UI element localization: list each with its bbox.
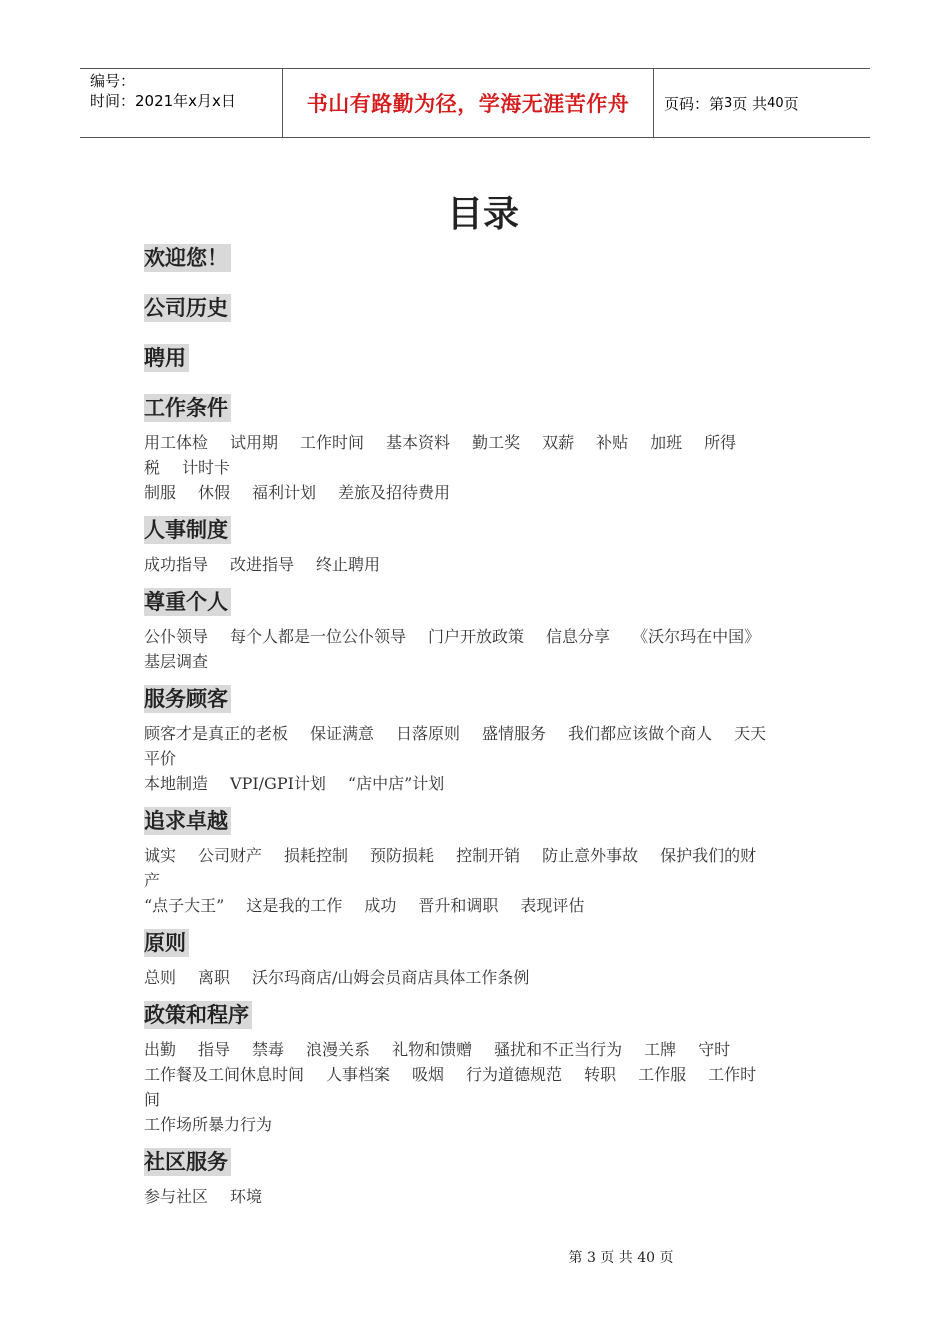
toc-item: 每个人都是一位公仆领导 — [230, 627, 407, 646]
toc-item: 人事档案 — [326, 1065, 391, 1084]
toc-item: 总则 — [144, 968, 177, 987]
toc-item: 差旅及招待费用 — [338, 483, 451, 502]
toc-item: 福利计划 — [252, 483, 317, 502]
toc-item: 顾客才是真正的老板 — [144, 724, 289, 743]
toc-item: 基本资料 — [386, 433, 451, 452]
section-heading: 服务顾客 — [144, 685, 231, 713]
page-title: 目录 — [446, 194, 519, 235]
toc-item: 试用期 — [230, 433, 279, 452]
toc-item: 门户开放政策 — [428, 627, 525, 646]
toc-item: 保护我们的财 — [660, 846, 757, 865]
toc-line — [144, 773, 466, 795]
toc-line — [144, 651, 230, 673]
toc-item: 工作时 — [708, 1065, 757, 1084]
toc-item: 工牌 — [644, 1040, 677, 1059]
toc-line — [144, 748, 198, 770]
toc-item: 所得 — [704, 433, 737, 452]
header-motto: 书山有路勤为径，学海无涯苦作舟 — [282, 69, 654, 137]
toc-item: 浪漫关系 — [306, 1040, 371, 1059]
toc-item: 信息分享 — [546, 627, 611, 646]
toc-line — [144, 1114, 294, 1136]
toc-item: 指导 — [198, 1040, 231, 1059]
toc-item: 天天 — [734, 724, 767, 743]
toc-item: 成功 — [364, 896, 397, 915]
toc-line — [144, 626, 782, 648]
toc-item: 制服 — [144, 483, 177, 502]
toc-item: 转职 — [584, 1065, 617, 1084]
toc-line — [144, 723, 788, 745]
toc-item: 日落原则 — [396, 724, 461, 743]
section-heading: 原则 — [144, 929, 189, 957]
toc-line — [144, 870, 182, 892]
toc-item: 基层调查 — [144, 652, 209, 671]
toc-item: 出勤 — [144, 1040, 177, 1059]
section-heading: 人事制度 — [144, 516, 231, 544]
toc-item: 诚实 — [144, 846, 177, 865]
toc-item: 防止意外事故 — [542, 846, 639, 865]
toc-item: 间 — [144, 1090, 161, 1109]
toc-item: 环境 — [230, 1187, 263, 1206]
toc-item: 平价 — [144, 749, 177, 768]
toc-item: 成功指导 — [144, 555, 209, 574]
toc-item: 参与社区 — [144, 1187, 209, 1206]
toc-item: 离职 — [198, 968, 231, 987]
toc-item: 保证满意 — [310, 724, 375, 743]
toc-item: 盛情服务 — [482, 724, 547, 743]
page-suffix: 页 — [783, 94, 799, 113]
toc-line — [144, 1089, 182, 1111]
section-heading: 工作条件 — [144, 394, 231, 422]
toc-line — [144, 895, 606, 917]
toc-line — [144, 1186, 284, 1208]
toc-item: 补贴 — [596, 433, 629, 452]
toc-line — [144, 967, 551, 989]
toc-item: 行为道德规范 — [466, 1065, 563, 1084]
toc-item: 禁毒 — [252, 1040, 285, 1059]
toc-item: 预防损耗 — [370, 846, 435, 865]
toc-line — [144, 432, 758, 454]
section-heading: 追求卓越 — [144, 807, 231, 835]
toc-item: 休假 — [198, 483, 231, 502]
toc-item: 用工体检 — [144, 433, 209, 452]
toc-item: 工作服 — [638, 1065, 687, 1084]
toc-item: 吸烟 — [412, 1065, 445, 1084]
toc-item: 税 — [144, 458, 161, 477]
toc-item: “点子大王” — [144, 896, 225, 915]
toc-item: 产 — [144, 871, 161, 890]
toc-item: 双薪 — [542, 433, 575, 452]
toc-line — [144, 1064, 778, 1086]
toc-item: 骚扰和不正当行为 — [494, 1040, 623, 1059]
toc-line — [144, 1039, 752, 1061]
toc-line — [144, 482, 472, 504]
header-meta — [80, 69, 282, 137]
toc-item: 工作餐及工间休息时间 — [144, 1065, 305, 1084]
toc-item: 工作时间 — [300, 433, 365, 452]
toc-line — [144, 554, 402, 576]
toc-item: 加班 — [650, 433, 683, 452]
toc-item: 我们都应该做个商人 — [568, 724, 713, 743]
toc-item: 终止聘用 — [316, 555, 381, 574]
page-mid: 页 共 — [732, 94, 768, 113]
toc-item: 改进指导 — [230, 555, 295, 574]
number-label: 编号： — [90, 72, 136, 90]
section-heading: 聘用 — [144, 344, 189, 372]
toc-item: 这是我的工作 — [246, 896, 343, 915]
toc-item: 沃尔玛商店/山姆会员商店具体工作条例 — [252, 968, 530, 987]
page-header — [80, 68, 870, 138]
section-heading: 欢迎您！ — [144, 244, 231, 272]
toc-item: 计时卡 — [182, 458, 231, 477]
page-prefix: 页码：第 — [664, 94, 725, 113]
section-heading: 尊重个人 — [144, 588, 231, 616]
toc-item: 礼物和馈赠 — [392, 1040, 473, 1059]
toc-item: 公仆领导 — [144, 627, 209, 646]
toc-item: 晋升和调职 — [418, 896, 499, 915]
page-number: 3 — [724, 95, 733, 111]
page-footer: 第 3 页 共 40 页 — [568, 1250, 674, 1266]
page-total: 40 — [767, 95, 784, 111]
toc-item: 《沃尔玛在中国》 — [632, 627, 761, 646]
toc-item: VPI/GPI计划 — [230, 774, 326, 793]
toc-item: 损耗控制 — [284, 846, 349, 865]
section-heading: 公司历史 — [144, 294, 231, 322]
toc-item: 公司财产 — [198, 846, 263, 865]
toc-item: “店中店”计划 — [347, 774, 445, 793]
toc-item: 守时 — [698, 1040, 731, 1059]
toc-line — [144, 845, 778, 867]
toc-item: 本地制造 — [144, 774, 209, 793]
section-heading: 政策和程序 — [144, 1001, 252, 1029]
toc-item: 表现评估 — [520, 896, 585, 915]
toc-item: 工作场所暴力行为 — [144, 1115, 273, 1134]
toc-item: 控制开销 — [456, 846, 521, 865]
toc-item: 勤工奖 — [472, 433, 521, 452]
time-label: 时间：2021年x月x日 — [90, 92, 236, 110]
header-page-info — [654, 69, 870, 137]
toc-line — [144, 457, 252, 479]
section-heading: 社区服务 — [144, 1148, 231, 1176]
